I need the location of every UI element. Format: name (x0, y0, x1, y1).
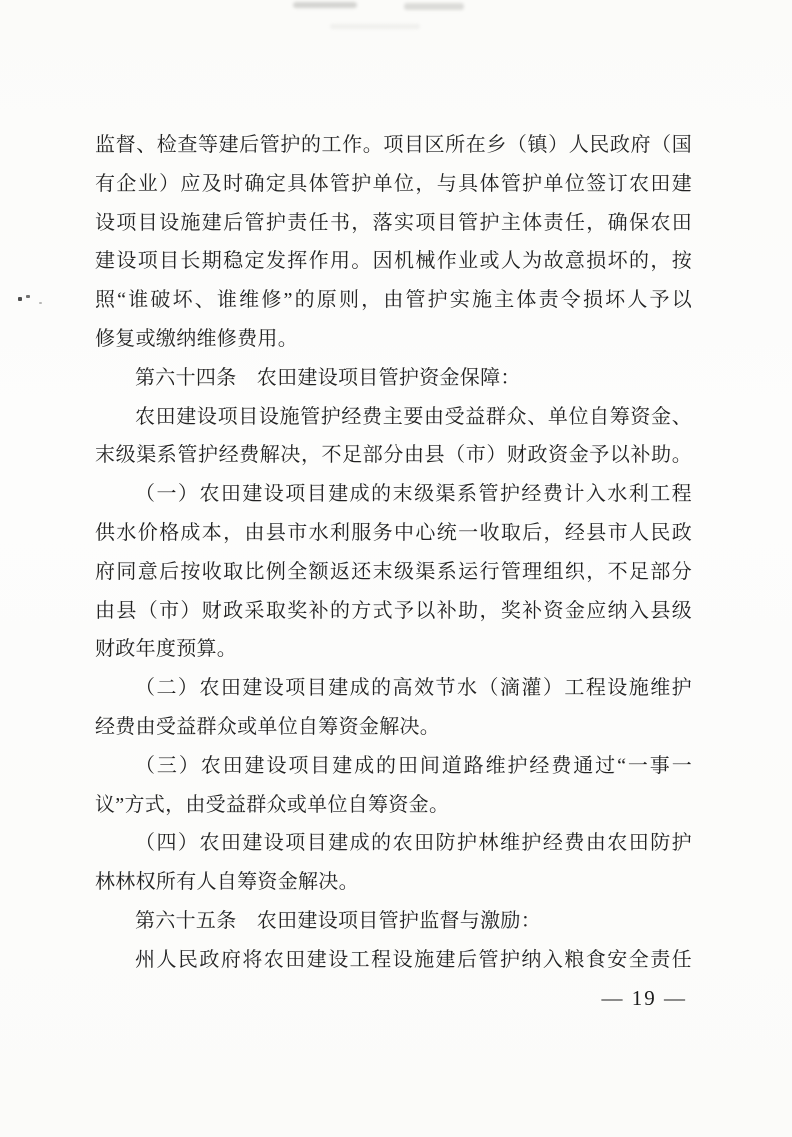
scan-speck (18, 297, 22, 301)
text-line: 建设项目长期稳定发挥作用。因机械作业或人为故意损坏的，按 (95, 250, 692, 273)
page-number: — 19 — (601, 986, 687, 1010)
scan-smudge (293, 2, 357, 8)
scan-speck (39, 302, 42, 304)
article-heading: 第六十四条 农田建设项目管护资金保障： (135, 366, 521, 389)
text-line: 经费由受益群众或单位自筹资金解决。 (95, 715, 441, 738)
text-line: 供水价格成本，由县市水利服务中心统一收取后，经县市人民政 (95, 521, 692, 544)
text-line: （一）农田建设项目建成的末级渠系管护经费计入水利工程 (135, 483, 692, 506)
text-line: 修复或缴纳维修费用。 (95, 327, 298, 350)
text-line: （四）农田建设项目建成的农田防护林维护经费由农田防护 (135, 832, 692, 855)
text-line: （二）农田建设项目建成的高效节水（滴灌）工程设施维护 (135, 677, 692, 700)
text-line: （三）农田建设项目建成的田间道路维护经费通过“一事一 (135, 754, 692, 777)
scan-smudge (330, 24, 420, 29)
text-line: 府同意后按收取比例全额返还末级渠系运行管理组织，不足部分 (95, 560, 692, 583)
document-body (95, 126, 692, 980)
text-line: 林林权所有人自筹资金解决。 (95, 871, 359, 894)
article-heading: 第六十五条 农田建设项目管护监督与激励： (135, 909, 541, 932)
text-line: 由县（市）财政采取奖补的方式予以补助，奖补资金应纳入县级 (95, 599, 692, 622)
text-line: 照“谁破坏、谁维修”的原则，由管护实施主体责令损坏人予以 (95, 289, 692, 312)
text-line: 农田建设项目设施管护经费主要由受益群众、单位自筹资金、 (135, 405, 692, 428)
scan-smudge (404, 3, 464, 10)
scan-speck (26, 295, 30, 298)
text-line: 监督、检查等建后管护的工作。项目区所在乡（镇）人民政府（国 (95, 134, 692, 156)
text-line: 财政年度预算。 (95, 638, 238, 661)
text-line: 州人民政府将农田建设工程设施建后管护纳入粮食安全责任 (135, 948, 692, 971)
text-line: 末级渠系管护经费解决，不足部分由县（市）财政资金予以补助。 (95, 444, 692, 467)
text-line: 议”方式，由受益群众或单位自筹资金。 (95, 793, 450, 816)
text-line: 有企业）应及时确定具体管护单位，与具体管护单位签订农田建 (95, 172, 692, 195)
text-line: 设项目设施建后管护责任书，落实项目管护主体责任，确保农田 (95, 211, 692, 234)
